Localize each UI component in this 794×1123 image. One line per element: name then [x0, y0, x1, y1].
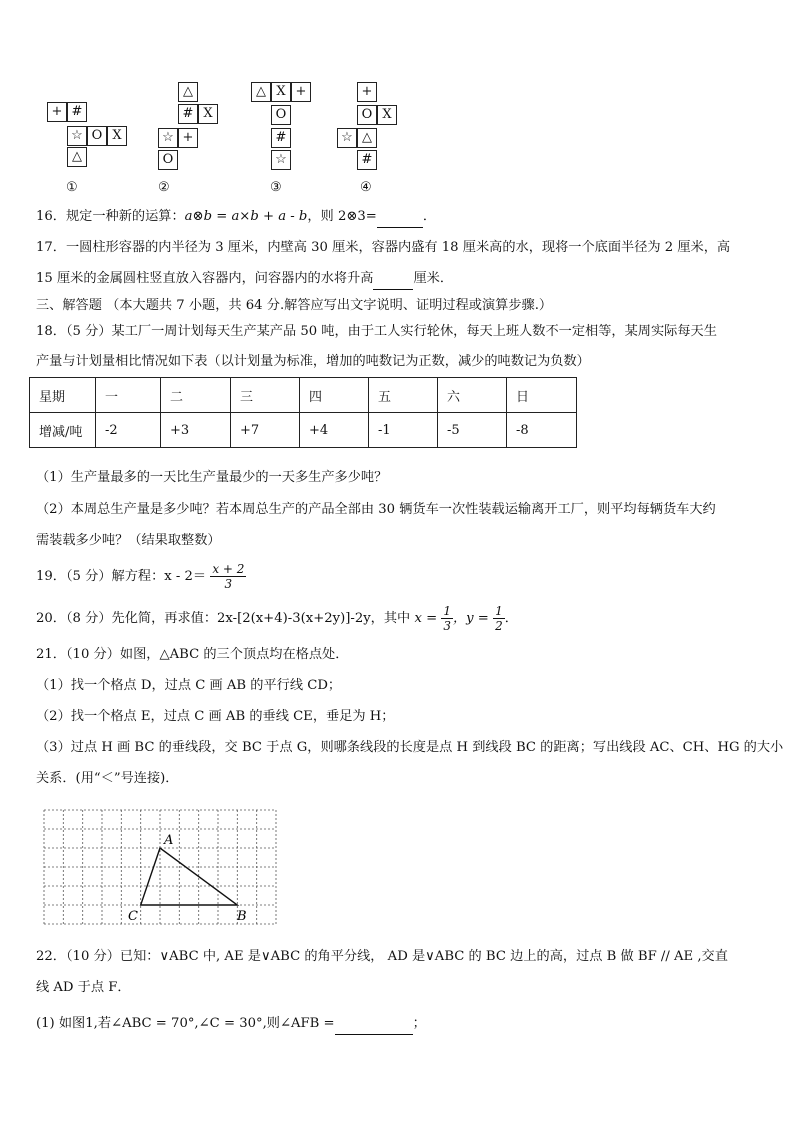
q16-tail: ，则 2⊗3=: [307, 209, 377, 224]
table-cell: +7: [231, 413, 300, 448]
table-cell: 六: [438, 378, 507, 413]
q20-y-numerator: 1: [495, 604, 503, 618]
net1-cell: +: [47, 102, 67, 122]
net1-cell: #: [67, 102, 87, 122]
table-cell: 一: [96, 378, 161, 413]
net1-label: ①: [66, 180, 78, 195]
net1-cell: X: [107, 126, 127, 146]
net2-label: ②: [158, 180, 170, 195]
net3-cell: #: [271, 128, 291, 148]
q20-y-fraction: [493, 604, 505, 633]
table-cell: -1: [369, 413, 438, 448]
question-22-sub1: [36, 1014, 756, 1035]
net3-cell: O: [271, 105, 291, 125]
net3-cell: △: [251, 82, 271, 102]
question-21-sub1: （1）找一个格点 D，过点 C 画 AB 的平行线 CD；: [36, 678, 342, 693]
question-18-sub2a: （2）本周总生产量是多少吨？若本周总生产的产品全部由 30 辆货车一次性装载运输离开工厂，则平均每辆货车大约: [36, 502, 716, 517]
q19-denominator: 3: [224, 577, 233, 591]
net4-cell: #: [357, 150, 377, 170]
q20-x-eq: x =: [414, 611, 438, 626]
net3-cell: X: [271, 82, 291, 102]
question-22-line2: 线 AD 于点 F．: [36, 980, 131, 995]
triangle-abc: [141, 848, 238, 905]
question-17-line1: 17．一圆柱形容器的内半径为 3 厘米，内壁高 30 厘米，容器内盛有 18 厘米高的水，现将一个底面半径为 2 厘米，高: [36, 240, 731, 255]
q22-sub1-text: (1) 如图1,若∠ABC = 70°,∠C = 30°,则∠AFB =: [36, 1016, 335, 1031]
q20-x-denominator: 3: [443, 619, 451, 633]
question-17-line2: [36, 269, 756, 290]
net3-cell: +: [291, 82, 311, 102]
q16-text: 16．规定一种新的运算：: [36, 209, 185, 224]
vertex-a-label: A: [164, 833, 174, 848]
q17-line2-end: 厘米．: [413, 271, 454, 286]
net4-cell: X: [377, 105, 397, 125]
q20-x-fraction: [441, 604, 453, 633]
q20-text: 20．（8 分）先化简，再求值：2x-[2(x+4)-3(x+2y)]-2y，其中: [36, 611, 411, 626]
table-cell: 增减/吨: [30, 413, 96, 448]
table-cell: 三: [231, 378, 300, 413]
q22-answer-blank[interactable]: [335, 1014, 413, 1035]
net1-cell: ☆: [67, 126, 87, 146]
net2-cell: +: [178, 128, 198, 148]
table-cell: -8: [507, 413, 577, 448]
table-cell: -2: [96, 413, 161, 448]
q17-answer-blank[interactable]: [373, 269, 413, 290]
table-cell: 二: [161, 378, 231, 413]
q17-line2-text: 15 厘米的金属圆柱竖直放入容器内，问容器内的水将升高: [36, 271, 374, 286]
section-3-heading: 三、解答题 （本大题共 7 小题，共 64 分.解答应写出文字说明、证明过程或演算步骤.）: [36, 298, 553, 313]
net4-cell: +: [357, 82, 377, 102]
question-18-line2: 产量与计划量相比情况如下表（以计划量为标准，增加的吨数记为正数，减少的吨数记为负数）: [36, 354, 590, 369]
question-21-line1: 21．（10 分）如图，△ABC 的三个顶点均在格点处．: [36, 647, 349, 662]
net2-cell: O: [158, 150, 178, 170]
table-cell: 星期: [30, 378, 96, 413]
table-cell: 四: [300, 378, 369, 413]
table-cell: +4: [300, 413, 369, 448]
net2-cell: #: [178, 104, 198, 124]
question-21-sub3a: （3）过点 H 画 BC 的垂线段，交 BC 于点 G，则哪条线段的长度是点 H 到线段 BC 的距离；写出线段 AC、CH、HG 的大小: [36, 740, 784, 755]
question-16: [36, 207, 756, 228]
question-18-sub2b: 需装载多少吨？（结果取整数）: [36, 533, 221, 548]
question-20: [36, 602, 756, 636]
q16-formula: a⊗b = a×b + a - b: [184, 209, 308, 224]
net4-cell: △: [357, 128, 377, 148]
production-table: [29, 377, 577, 448]
question-21-sub2: （2）找一个格点 E，过点 C 画 AB 的垂线 CE，垂足为 H；: [36, 709, 395, 724]
net2-cell: ☆: [158, 128, 178, 148]
table-cell: -5: [438, 413, 507, 448]
question-22-line1: 22．（10 分）已知：∨ABC 中, AE 是∨ABC 的角平分线， AD 是∨ABC 的 BC 边上的高，过点 B 做 BF // AE ,交直: [36, 949, 728, 964]
question-18-line1: 18．（5 分）某工厂一周计划每天生产某产品 50 吨，由于工人实行轮休，每天上班人数不一定相等，某周实际每天生: [36, 324, 717, 339]
net2-cell: △: [178, 82, 198, 102]
net4-cell: O: [357, 105, 377, 125]
vertex-b-label: B: [237, 909, 247, 924]
grid-lines: [44, 810, 276, 924]
q16-end: ．: [422, 209, 437, 224]
q20-x-numerator: 1: [443, 604, 451, 618]
table-cell: +3: [161, 413, 231, 448]
net4-cell: ☆: [337, 128, 357, 148]
net1-cell: O: [87, 126, 107, 146]
q20-y-eq: ，y =: [452, 611, 489, 626]
question-19: [36, 560, 756, 594]
table-header-row: [30, 378, 577, 413]
q16-answer-blank[interactable]: [377, 207, 423, 228]
net3-label: ③: [270, 180, 282, 195]
q20-end: ．: [504, 611, 518, 626]
question-21-sub3b: 关系．(用“＜”号连接)．: [36, 771, 179, 786]
net3-cell: ☆: [271, 150, 291, 170]
question-18-sub1: （1）生产量最多的一天比生产量最少的一天多生产多少吨？: [36, 470, 388, 485]
table-cell: 五: [369, 378, 438, 413]
q19-text: 19．（5 分）解方程：x - 2＝: [36, 569, 207, 584]
table-cell: 日: [507, 378, 577, 413]
q19-numerator: x + 2: [212, 562, 245, 576]
grid-triangle-figure: [40, 806, 280, 928]
net4-label: ④: [360, 180, 372, 195]
q19-fraction: [210, 562, 246, 591]
q20-y-denominator: 2: [495, 619, 503, 633]
net1-cell: △: [67, 147, 87, 167]
table-row: [30, 413, 577, 448]
net2-cell: X: [198, 104, 218, 124]
vertex-c-label: C: [128, 909, 138, 924]
q22-sub1-end: ；: [412, 1016, 426, 1031]
